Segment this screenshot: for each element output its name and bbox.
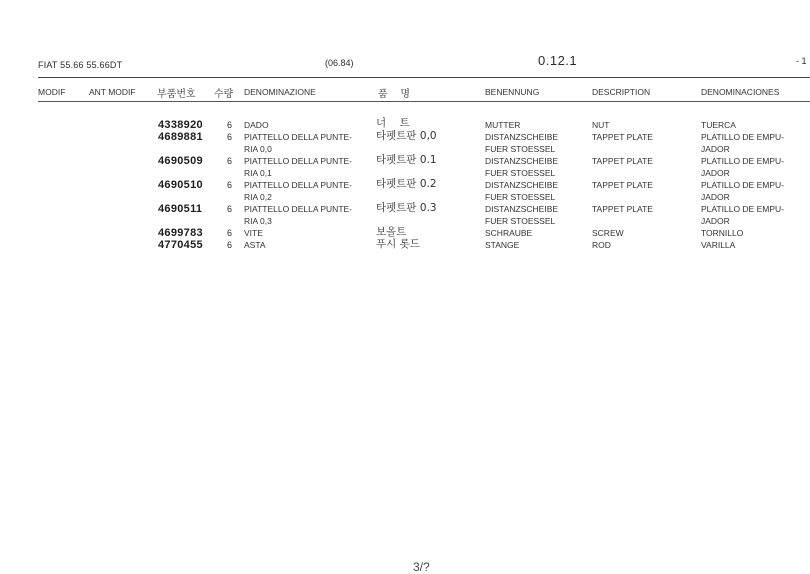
italian-name: PIATTELLO DELLA PUNTE- [244, 180, 353, 190]
italian-name-cont: RIA 0,0 [244, 144, 272, 154]
italian-name: PIATTELLO DELLA PUNTE- [244, 156, 353, 166]
italian-name-cont: RIA 0,1 [244, 168, 272, 178]
english-name: TAPPET PLATE [592, 180, 653, 190]
col-header-italian: DENOMINAZIONE [244, 87, 316, 97]
spanish-name-cont: JADOR [701, 192, 730, 202]
page-number: - 1 [796, 56, 807, 66]
english-name: TAPPET PLATE [592, 204, 653, 214]
part-number: 4770455 [158, 239, 203, 251]
italian-name: ASTA [244, 240, 266, 250]
german-name-cont: FUER STOESSEL [485, 216, 556, 226]
spanish-name: PLATILLO DE EMPU- [701, 204, 784, 214]
col-header-english: DESCRIPTION [592, 87, 651, 97]
spanish-name-cont: JADOR [701, 216, 730, 226]
german-name: DISTANZSCHEIBE [485, 132, 559, 142]
italian-name: PIATTELLO DELLA PUNTE- [244, 132, 353, 142]
german-name-cont: FUER STOESSEL [485, 168, 556, 178]
col-header-german: BENENNUNG [485, 87, 540, 97]
spanish-name: TORNILLO [701, 228, 744, 238]
korean-name: 타펫트판 0.1 [376, 154, 437, 166]
german-name-cont: FUER STOESSEL [485, 144, 556, 154]
catalog-model-title: FIAT 55.66 55.66DT [38, 60, 123, 70]
german-name: DISTANZSCHEIBE [485, 156, 559, 166]
german-name-cont: FUER STOESSEL [485, 192, 556, 202]
section-number: 0.12.1 [538, 53, 578, 68]
korean-name: 타펫트판 0,0 [376, 130, 437, 142]
quantity: 6 [227, 204, 233, 214]
german-name: STANGE [485, 240, 520, 250]
italian-name: DADO [244, 120, 269, 130]
english-name: TAPPET PLATE [592, 132, 653, 142]
german-name: DISTANZSCHEIBE [485, 204, 559, 214]
spanish-name-cont: JADOR [701, 144, 730, 154]
part-number: 4690509 [158, 155, 203, 167]
col-header-ant-modif: ANT MODIF [89, 87, 136, 97]
korean-name: 타펫트판 0.3 [376, 202, 437, 214]
col-header-quantity: 수량 [214, 89, 234, 100]
part-number: 4690510 [158, 179, 203, 191]
english-name: SCREW [592, 228, 624, 238]
spanish-name-cont: JADOR [701, 168, 730, 178]
part-number: 4338920 [158, 119, 203, 131]
quantity: 6 [227, 132, 233, 142]
part-number: 4699783 [158, 227, 203, 239]
col-header-spanish: DENOMINACIONES [701, 87, 780, 97]
italian-name: PIATTELLO DELLA PUNTE- [244, 204, 353, 214]
quantity: 6 [227, 228, 233, 238]
column-header-rule [38, 101, 810, 102]
english-name: ROD [592, 240, 611, 250]
quantity: 6 [227, 156, 233, 166]
spanish-name: PLATILLO DE EMPU- [701, 156, 784, 166]
part-number: 4690511 [158, 203, 203, 215]
english-name: NUT [592, 120, 610, 130]
quantity: 6 [227, 120, 233, 130]
spanish-name: VARILLA [701, 240, 736, 250]
korean-name: 너 트 [376, 117, 410, 129]
col-header-korean: 품 명 [378, 89, 411, 100]
english-name: TAPPET PLATE [592, 156, 653, 166]
spanish-name: PLATILLO DE EMPU- [701, 180, 784, 190]
col-header-modif: MODIF [38, 87, 66, 97]
spanish-name: PLATILLO DE EMPU- [701, 132, 784, 142]
italian-name: VITE [244, 228, 263, 238]
catalog-date: (06.84) [325, 58, 354, 68]
part-number: 4689881 [158, 131, 203, 143]
german-name: SCHRAUBE [485, 228, 533, 238]
header-rule [38, 77, 810, 78]
german-name: MUTTER [485, 120, 521, 130]
korean-name: 푸시 롯드 [376, 238, 420, 250]
quantity: 6 [227, 240, 233, 250]
korean-name: 타펫트판 0.2 [376, 178, 437, 190]
german-name: DISTANZSCHEIBE [485, 180, 559, 190]
korean-name: 보올트 [376, 226, 407, 238]
col-header-part-number: 부품번호 [157, 89, 196, 100]
footer-page-marker: 3/? [413, 560, 430, 574]
quantity: 6 [227, 180, 233, 190]
spanish-name: TUERCA [701, 120, 736, 130]
italian-name-cont: RIA 0,3 [244, 216, 272, 226]
italian-name-cont: RIA 0,2 [244, 192, 272, 202]
